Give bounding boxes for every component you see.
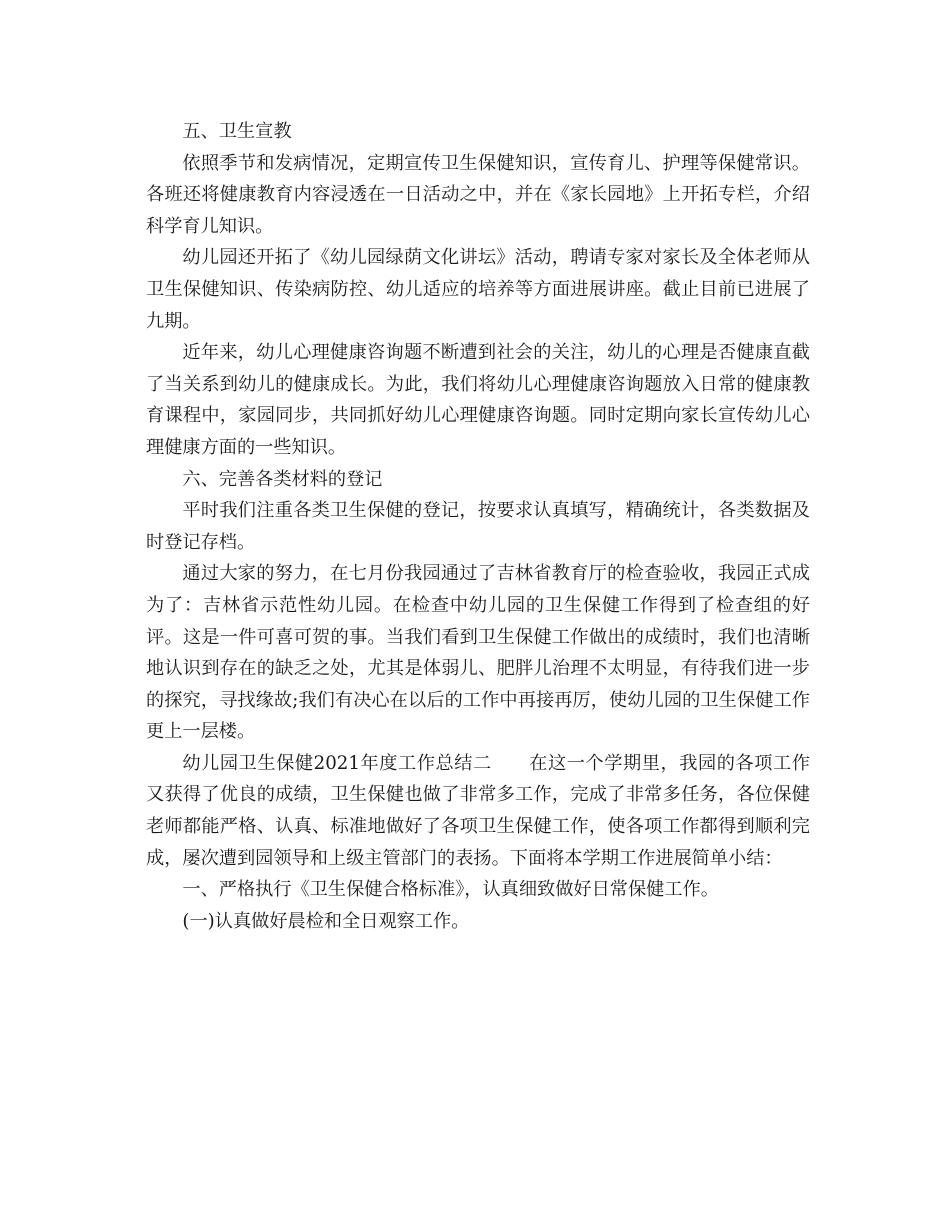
paragraph-culture-forum: 幼儿园还开拓了《幼儿园绿荫文化讲坛》活动，聘请专家对家长及全体老师从卫生保健知识、传染病防控、幼儿适应的培养等方面进展讲座。截止目前已进展了九期。	[146, 247, 810, 332]
section-heading-records: 六、完善各类材料的登记	[182, 468, 383, 490]
document-body	[146, 116, 810, 937]
paragraph-records: 平时我们注重各类卫生保健的登记，按要求认真填写，精确统计，各类数据及时登记存档。	[146, 500, 810, 553]
paragraph-inspection: 通过大家的努力，在七月份我园通过了吉林省教育厅的检查验收，我园正式成为了：吉林省示范性幼儿园。在检查中幼儿园的卫生保健工作得到了检查组的好评。这是一件可喜可贺的事。当我们看到卫生保健工作做出的成绩时，我们也清晰地认识到存在的缺乏之处，尤其是体弱儿、肥胖儿治理不太明显，有待我们进一步的探究，寻找缘故;我们有决心在以后的工作中再接再厉，使幼儿园的卫生保健工作更上一层楼。	[146, 563, 810, 743]
section-heading-health-education: 五、卫生宣教	[182, 121, 292, 142]
section-heading-standards: 一、严格执行《卫生保健合格标准》，认真细致做好日常保健工作。	[182, 879, 719, 901]
paragraph-mental-health: 近年来，幼儿心理健康咨询题不断遭到社会的关注，幼儿的心理是否健康直截了当关系到幼儿的健康成长。为此，我们将幼儿心理健康咨询题放入日常的健康教育课程中，家园同步，共同抓好幼儿心理健康咨询题。同时定期向家长宣传幼儿心理健康方面的一些知识。	[146, 342, 810, 458]
paragraph-seasonal-publicity: 依照季节和发病情况，定期宣传卫生保健知识，宣传育儿、护理等保健常识。各班还将健康教育内容浸透在一日活动之中，并在《家长园地》上开拓专栏，介绍科学育儿知识。	[146, 152, 810, 237]
subsection-heading-morning-check: (一)认真做好晨检和全日观察工作。	[182, 910, 470, 932]
paragraph-summary-two: 幼儿园卫生保健2021年度工作总结二 在这一个学期里，我园的各项工作又获得了优良的成绩，卫生保健也做了非常多工作，完成了非常多任务，各位保健老师都能严格、认真、标准地做好了各项卫生保健工作，使各项工作都得到顺利完成，屡次遭到园领导和上级主管部门的表扬。下面将本学期工作进展简单小结：	[146, 752, 810, 869]
